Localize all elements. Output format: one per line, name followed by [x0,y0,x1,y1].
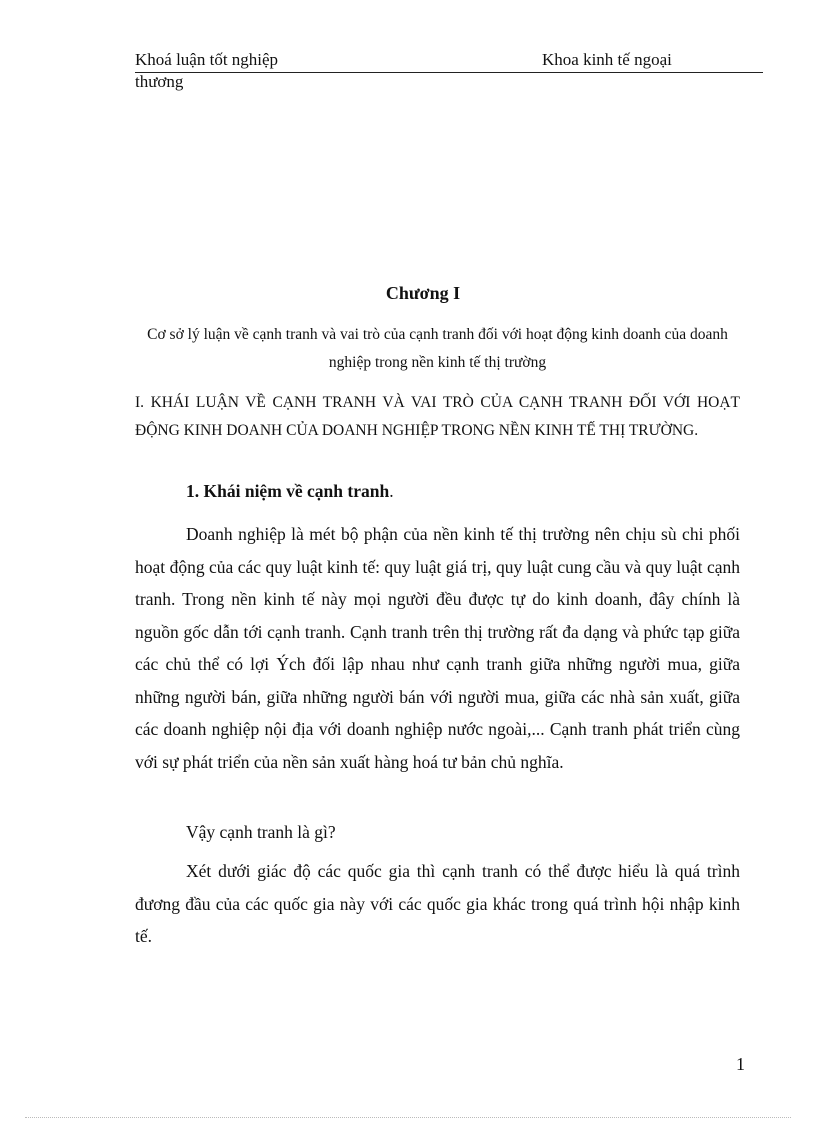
subsection-heading [186,481,394,502]
page-number: 1 [736,1054,745,1074]
page-header [135,50,763,73]
subsection-heading-text: 1. Khái niệm về cạnh tranh [186,481,390,501]
section-heading: I. KHÁI LUẬN VỀ CẠNH TRANH VÀ VAI TRÒ CỦA CẠNH TRANH ĐỐI VỚI HOẠT ĐỘNG KINH DOANH CỦA DOANH NGHIỆP TRONG NỀN KINH TẾ THỊ TRƯỜNG. [135,394,740,439]
header-faculty-continuation: thương [135,72,184,91]
chapter-title: Chương I [385,283,461,303]
header-thesis-label: Khoá luận tốt nghiệp [135,50,279,69]
subsection-heading-suffix: . [389,481,394,501]
header-faculty-label: Khoa kinh tế ngoại [542,50,672,69]
page-bottom-divider [25,1117,791,1118]
body-paragraph-3: Xét dưới giác độ các quốc gia thì cạnh tranh có thể được hiểu là quá trình đương đầu của các quốc gia này với các quốc gia khác trong quá trình hội nhập kinh tế. [135,861,740,946]
chapter-subtitle: Cơ sở lý luận về cạnh tranh và vai trò của cạnh tranh đối với hoạt động kinh doanh của doanh nghiệp trong nền kinh tế thị trường [147,326,728,371]
body-paragraph-1: Doanh nghiệp là mét bộ phận của nền kinh tế thị trường nên chịu sù chi phối hoạt động của các quy luật kinh tế: quy luật giá trị, quy luật cung cầu và quy luật cạnh tranh. Trong nền kinh tế này mọi người đều được tự do kinh doanh, đây chính là nguồn gốc dẫn tới cạnh tranh. Cạnh tranh trên thị trường rất đa dạng và phức tạp giữa các chủ thể có lợi Ých đối lập nhau như cạnh tranh giữa những người mua, giữa những người bán, giữa những người bán với người mua, giữa các nhà sản xuất, giữa các doanh nghiệp nội địa với doanh nghiệp nước ngoài,... Cạnh tranh phát triển cùng với sự phát triển của nền sản xuất hàng hoá tư bản chủ nghĩa. [135,524,740,772]
body-paragraph-2: Vậy cạnh tranh là gì? [186,822,336,842]
